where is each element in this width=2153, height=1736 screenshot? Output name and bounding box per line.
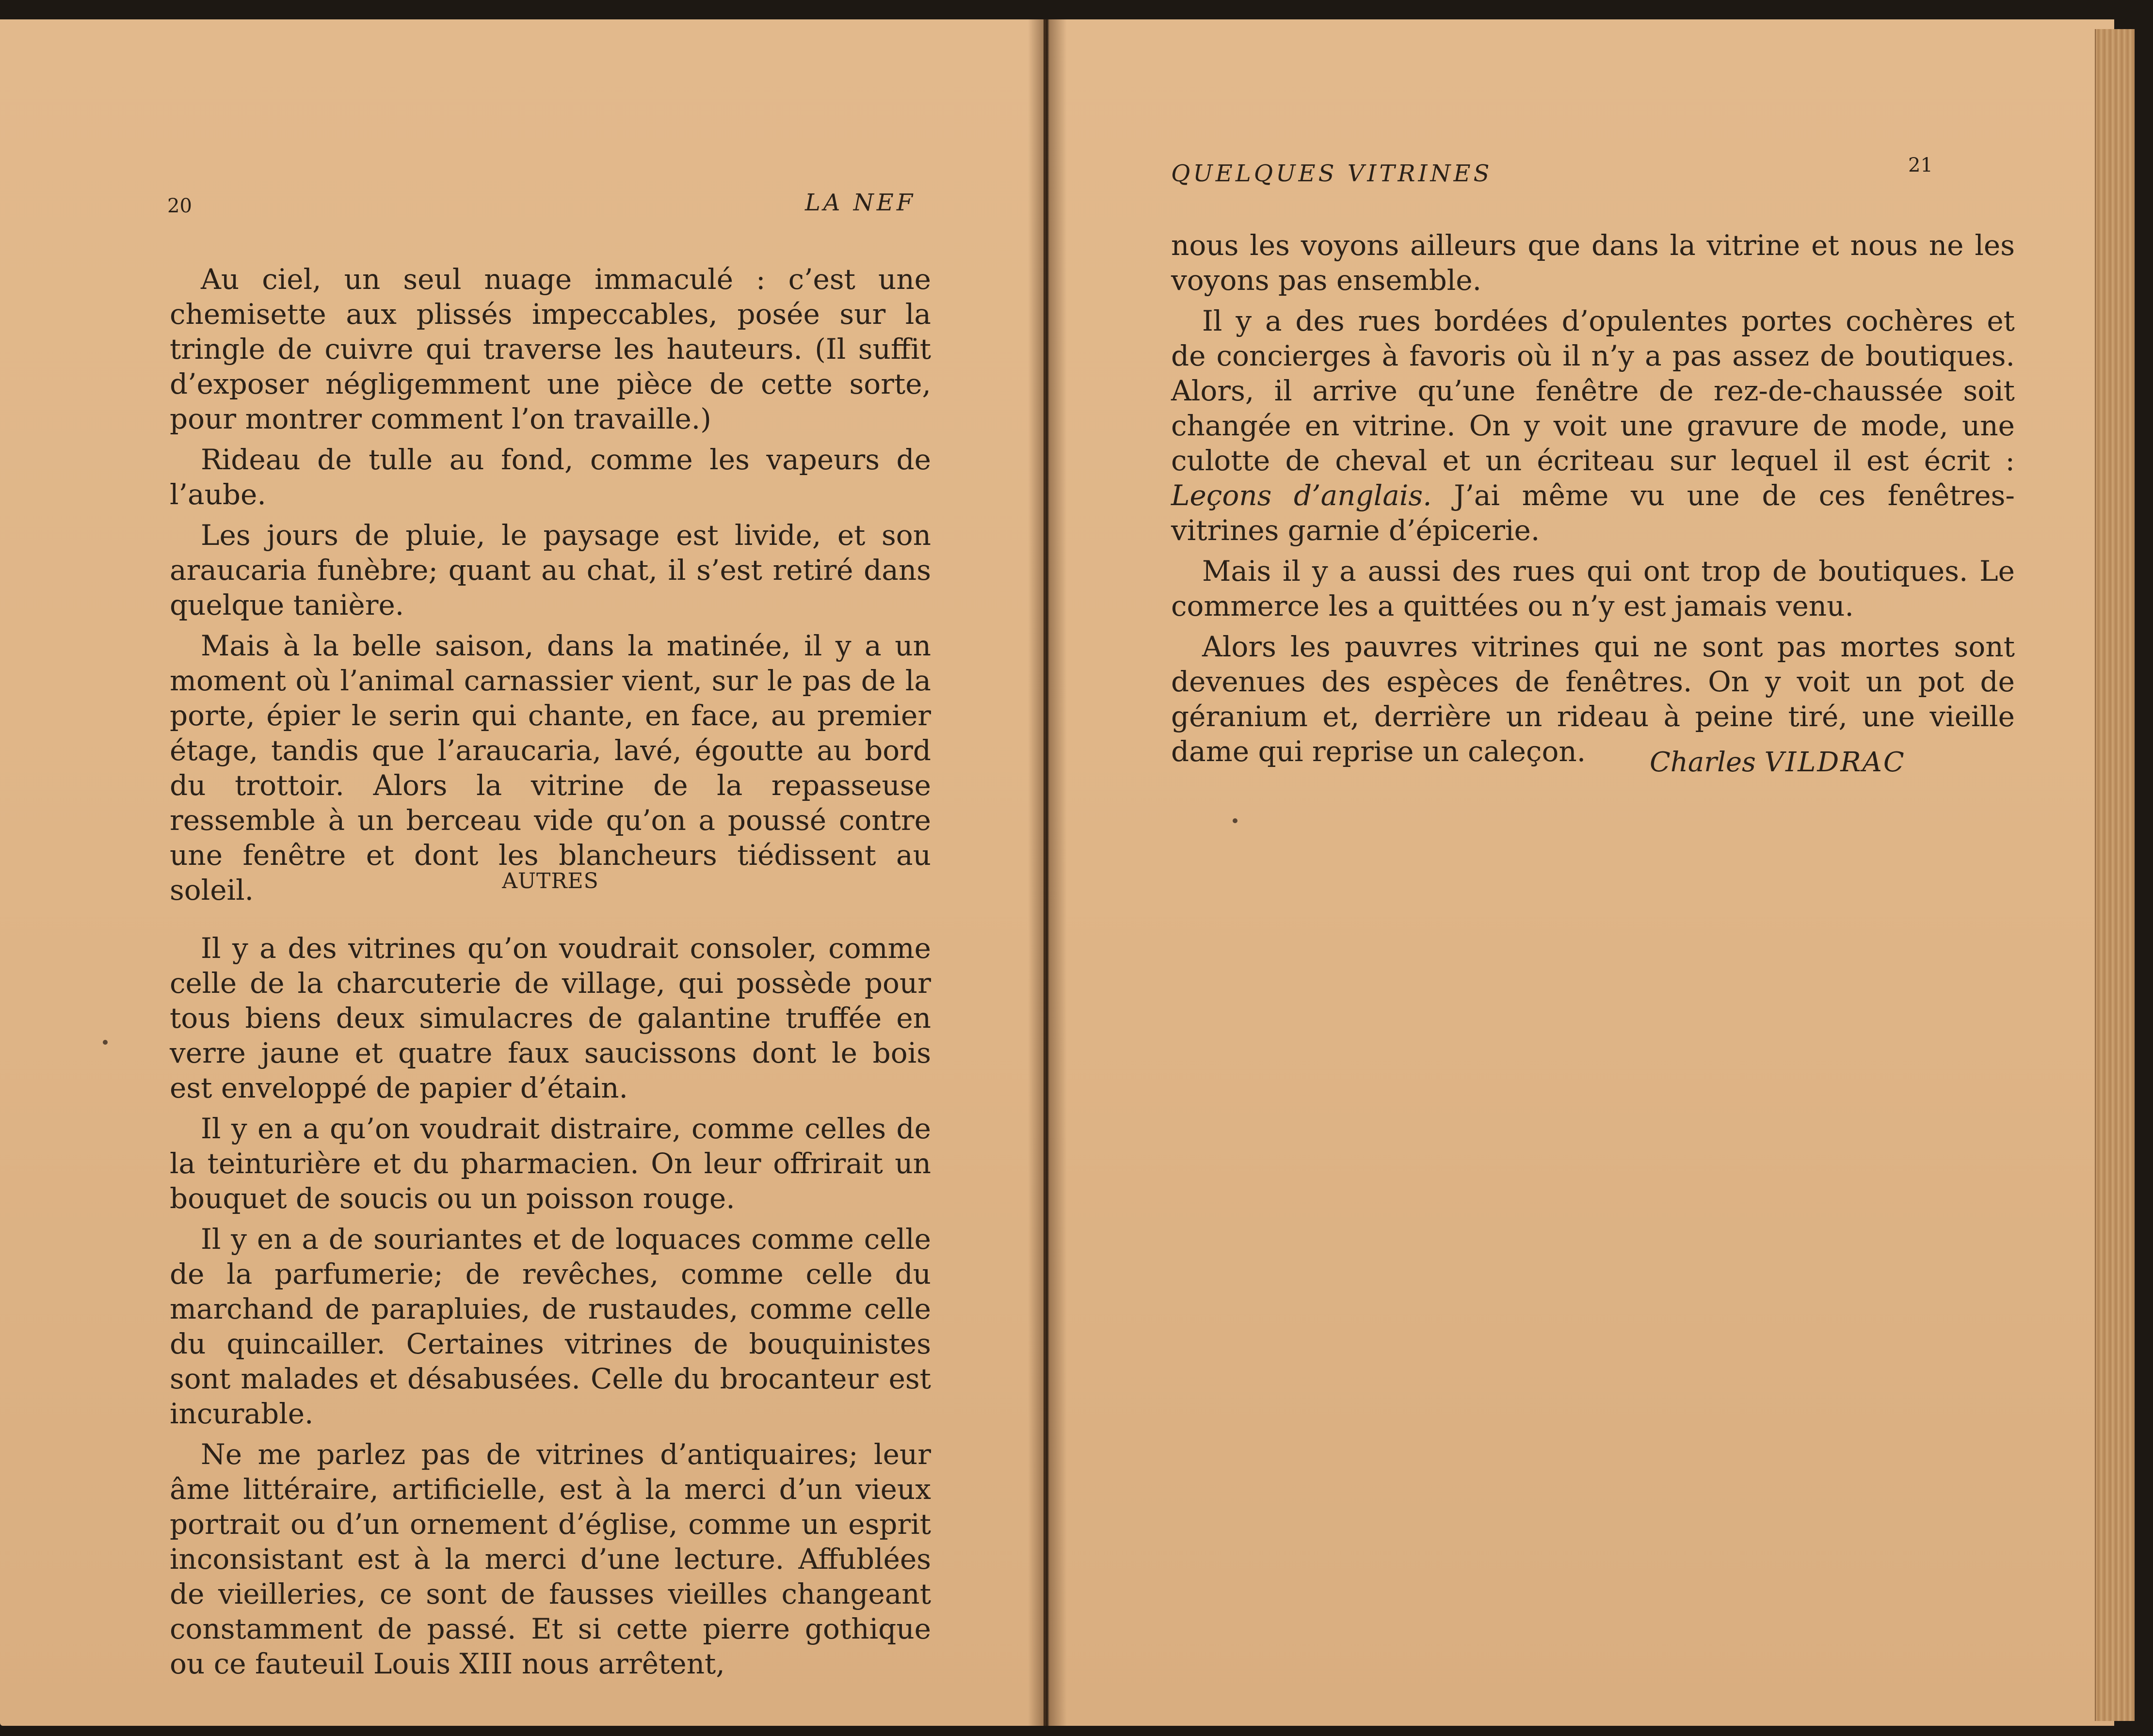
paper-speck xyxy=(1233,818,1237,823)
author-signature xyxy=(1650,747,1906,778)
paragraph: Il y a des vitrines qu’on voudrait consoler, comme celle de la charcuterie de village, qui possède pour tous biens deux simulacres de galantine truffée en verre jaune et quatre faux saucissons dont le bois est enveloppé de papier d’étain. xyxy=(170,932,931,1104)
signature-first-name: Charles xyxy=(1650,747,1756,778)
page-number-left: 20 xyxy=(167,195,192,217)
paragraph: Ne me parlez pas de vitrines d’antiquaires; leur âme littéraire, artificielle, est à la merci d’un vieux portrait ou d’un ornement d’église, comme un esprit inconsistant est à la merci d’une lecture. Affublées de vieilleries, ce sont de fausses vieilles changeant constamment de passé. Et si cette pierre gothique ou ce fauteuil Louis XIII nous arrêtent, xyxy=(170,1438,931,1680)
paragraph: Mais à la belle saison, dans la matinée, il y a un moment où l’animal carnassier vient, sur le pas de la porte, épier le serin qui chante, en face, au premier étage, tandis que l’araucaria, lavé, égoutte au bord du trottoir. Alors la vitrine de la repasseuse ressemble à un berceau vide qu’on a poussé contre une fenêtre et dont les blancheurs tiédissent au soleil. xyxy=(170,629,931,907)
paragraph: Rideau de tulle au fond, comme les vapeurs de l’aube. xyxy=(170,443,931,511)
left-text-block-bottom xyxy=(170,931,931,1687)
paragraph: Au ciel, un seul nuage immaculé : c’est une chemisette aux plissés impeccables, posée sur la tringle de cuivre qui traverse les hauteurs. (Il suffit d’exposer négligemment une pièce de cette sorte, pour montrer comment l’on travaille.) xyxy=(170,263,931,435)
paragraph: nous les voyons ailleurs que dans la vitrine et nous ne les voyons pas ensemble. xyxy=(1171,229,2015,297)
signature-last-name: VILDRAC xyxy=(1764,747,1906,778)
section-heading: AUTRES xyxy=(502,869,599,893)
page-edges xyxy=(2095,29,2135,1721)
right-text-block xyxy=(1171,228,2015,775)
paragraph: Les jours de pluie, le paysage est livide, et son araucaria funèbre; quant au chat, il s’est retiré dans quelque tanière. xyxy=(170,519,931,621)
paragraph: Mais il y a aussi des rues qui ont trop de boutiques. Le commerce les a quittées ou n’y est jamais venu. xyxy=(1171,555,2015,622)
paragraph: Il y en a qu’on voudrait distraire, comme celles de la teinturière et du pharmacien. On leur offrirait un bouquet de soucis ou un poisson rouge. xyxy=(170,1112,931,1215)
left-page xyxy=(0,19,1044,1726)
right-page xyxy=(1047,19,2114,1726)
paragraph-text: J’ai même vu une de ces fenêtres-vitrines garnie d’épicerie. xyxy=(1171,479,2015,547)
paper-speck xyxy=(103,1040,108,1045)
paragraph: Il y en a de souriantes et de loquaces comme celle de la parfumerie; de revêches, comme celle du marchand de parapluies, de rustaudes, comme celle du quincailler. Certaines vitrines de bouquinistes sont malades et désabusées. Celle du brocanteur est incurable. xyxy=(170,1223,931,1430)
page-number-right: 21 xyxy=(1908,154,1933,176)
running-head-left: LA NEF xyxy=(805,189,916,216)
running-head-right: QUELQUES VITRINES xyxy=(1171,160,1493,187)
paragraph-text: Il y a des rues bordées d’opulentes portes cochères et de concierges à favoris où il n’y a pas assez de boutiques. Alors, il arrive qu’une fenêtre de rez-de-chaussée soit changée en vitrine. On y voit une gravure de mode, une culotte de cheval et un écriteau sur lequel il est écrit : xyxy=(1171,304,2015,477)
left-text-block-top xyxy=(170,262,931,913)
italic-phrase: Leçons d’anglais. xyxy=(1171,479,1432,512)
paragraph xyxy=(1171,303,2015,548)
paragraph: Alors les pauvres vitrines qui ne sont pas mortes sont devenues des espèces de fenêtres. On y voit un pot de géranium et, derrière un rideau à peine tiré, une vieille dame qui reprise un caleçon. xyxy=(1171,630,2015,768)
book-gutter xyxy=(1028,19,1067,1726)
